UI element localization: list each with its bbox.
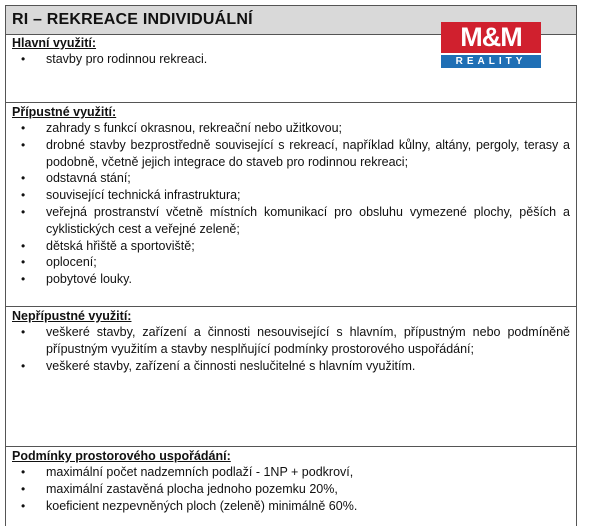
bullet-list [12,464,570,514]
section-spatial-conditions [6,447,576,527]
list-item: • drobné stavby bezprostředně související s rekreací, například kůlny, altány, pergoly, terasy a podobně, včetně jejich integrace do staveb pro rodinnou rekreaci; [12,137,570,171]
zoning-document [5,5,577,526]
list-item: • stavby pro rodinnou rekreaci. [12,51,570,68]
logo-wordmark: REALITY [441,55,541,68]
section-heading: Hlavní využití: [12,36,97,50]
list-item: • veškeré stavby, zařízení a činnosti neslučitelné s hlavním využitím. [12,358,570,375]
list-item: • zahrady s funkcí okrasnou, rekreační nebo užitkovou; [12,120,570,137]
list-item: • odstavná stání; [12,170,570,187]
list-item: • veřejná prostranství včetně místních komunikací pro obsluhu vymezené plochy, pěších a cyklistických cest a veřejné zeleně; [12,204,570,238]
section-permitted-use [6,103,576,307]
section-heading: Přípustné využití: [12,105,117,119]
document-title: RI – REKREACE INDIVIDUÁLNÍ [6,6,576,35]
section-heading: Podmínky prostorového uspořádání: [12,449,231,463]
section-prohibited-use [6,307,576,447]
bullet-list [12,120,570,288]
mm-reality-logo [441,22,541,70]
section-heading: Nepřípustné využití: [12,309,132,323]
list-item: • maximální zastavěná plocha jednoho pozemku 20%, [12,481,570,498]
list-item: • maximální počet nadzemních podlaží - 1NP + podkroví, [12,464,570,481]
list-item: • veškeré stavby, zařízení a činnosti nesouvisející s hlavním, přípustným nebo podmíněně přípustným využitím a stavby nesplňující podmínky prostorového uspořádání; [12,324,570,358]
list-item: • dětská hřiště a sportoviště; [12,238,570,255]
list-item: • pobytové louky. [12,271,570,288]
logo-mark: M&M [441,22,541,53]
list-item: • související technická infrastruktura; [12,187,570,204]
bullet-list [12,324,570,374]
list-item: • oplocení; [12,254,570,271]
list-item: • koeficient nezpevněných ploch (zeleně) minimálně 60%. [12,498,570,515]
